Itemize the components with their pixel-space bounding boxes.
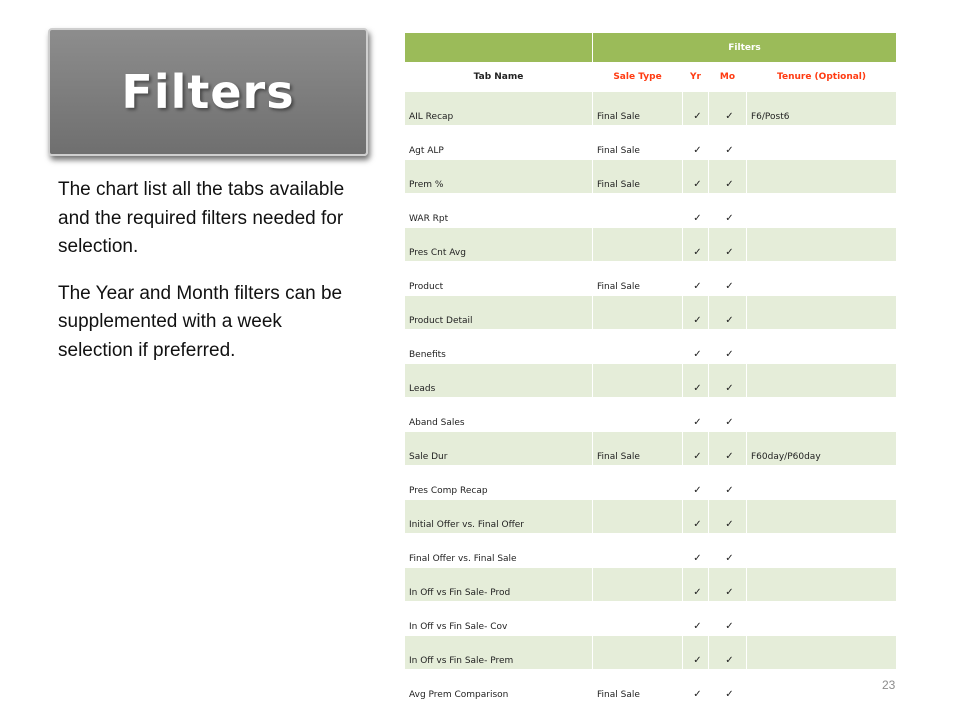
cell-sale-type (593, 364, 683, 398)
column-header-tenure: Tenure (Optional) (747, 63, 897, 92)
cell-yr-check: ✓ (683, 228, 709, 262)
cell-yr-check: ✓ (683, 398, 709, 432)
description-paragraph-2: The Year and Month filters can be supplemented with a week selection if preferred. (58, 282, 343, 361)
cell-yr-check: ✓ (683, 466, 709, 500)
cell-yr-check: ✓ (683, 262, 709, 296)
title-banner (48, 28, 368, 156)
cell-mo-check: ✓ (709, 534, 747, 568)
cell-yr-check: ✓ (683, 330, 709, 364)
cell-tenure (747, 160, 897, 194)
cell-sale-type: Final Sale (593, 126, 683, 160)
column-header-sale-type: Sale Type (593, 63, 683, 92)
column-header-tab-name: Tab Name (405, 63, 593, 92)
cell-yr-check: ✓ (683, 636, 709, 670)
table-row (405, 670, 897, 704)
cell-yr-check: ✓ (683, 92, 709, 126)
table-row (405, 466, 897, 500)
cell-sale-type (593, 568, 683, 602)
cell-tab-name: Sale Dur (405, 432, 593, 466)
cell-sale-type (593, 228, 683, 262)
cell-sale-type: Final Sale (593, 160, 683, 194)
cell-tab-name: AIL Recap (405, 92, 593, 126)
cell-mo-check: ✓ (709, 602, 747, 636)
cell-tenure (747, 466, 897, 500)
cell-tab-name: Final Offer vs. Final Sale (405, 534, 593, 568)
cell-sale-type (593, 330, 683, 364)
cell-sale-type (593, 500, 683, 534)
cell-tenure (747, 228, 897, 262)
cell-yr-check: ✓ (683, 364, 709, 398)
table-row (405, 126, 897, 160)
column-header-yr: Yr (683, 63, 709, 92)
cell-sale-type: Final Sale (593, 670, 683, 704)
group-header-row (405, 33, 897, 63)
cell-sale-type: Final Sale (593, 262, 683, 296)
table-row (405, 92, 897, 126)
cell-mo-check: ✓ (709, 636, 747, 670)
cell-tab-name: In Off vs Fin Sale- Cov (405, 602, 593, 636)
cell-tenure: F60day/P60day (747, 432, 897, 466)
cell-tenure (747, 398, 897, 432)
cell-mo-check: ✓ (709, 228, 747, 262)
table-row (405, 160, 897, 194)
table-row (405, 636, 897, 670)
cell-sale-type (593, 636, 683, 670)
cell-mo-check: ✓ (709, 262, 747, 296)
cell-yr-check: ✓ (683, 534, 709, 568)
table-row (405, 398, 897, 432)
cell-sale-type (593, 534, 683, 568)
cell-tab-name: WAR Rpt (405, 194, 593, 228)
table-row (405, 534, 897, 568)
cell-mo-check: ✓ (709, 92, 747, 126)
cell-sale-type (593, 296, 683, 330)
cell-yr-check: ✓ (683, 126, 709, 160)
cell-yr-check: ✓ (683, 432, 709, 466)
cell-tab-name: Product (405, 262, 593, 296)
cell-sale-type (593, 602, 683, 636)
cell-tenure (747, 194, 897, 228)
table-row (405, 262, 897, 296)
cell-tab-name: Initial Offer vs. Final Offer (405, 500, 593, 534)
cell-sale-type (593, 398, 683, 432)
cell-tab-name: Benefits (405, 330, 593, 364)
cell-mo-check: ✓ (709, 194, 747, 228)
cell-mo-check: ✓ (709, 398, 747, 432)
cell-mo-check: ✓ (709, 432, 747, 466)
cell-tab-name: Prem % (405, 160, 593, 194)
slide-title: Filters (121, 65, 295, 119)
cell-mo-check: ✓ (709, 330, 747, 364)
column-header-mo: Mo (709, 63, 747, 92)
cell-tenure (747, 500, 897, 534)
group-header-filters: Filters (593, 33, 897, 63)
cell-yr-check: ✓ (683, 160, 709, 194)
description-text (58, 176, 358, 383)
cell-tab-name: Pres Comp Recap (405, 466, 593, 500)
cell-tenure (747, 636, 897, 670)
filters-table (404, 32, 897, 704)
table-body (405, 92, 897, 704)
cell-mo-check: ✓ (709, 568, 747, 602)
table-row (405, 500, 897, 534)
cell-mo-check: ✓ (709, 364, 747, 398)
cell-mo-check: ✓ (709, 296, 747, 330)
cell-tenure: F6/Post6 (747, 92, 897, 126)
cell-tenure (747, 568, 897, 602)
page-number: 23 (882, 678, 896, 692)
cell-yr-check: ✓ (683, 194, 709, 228)
cell-tenure (747, 262, 897, 296)
cell-mo-check: ✓ (709, 126, 747, 160)
cell-tenure (747, 602, 897, 636)
cell-tenure (747, 330, 897, 364)
cell-sale-type (593, 194, 683, 228)
cell-mo-check: ✓ (709, 160, 747, 194)
table-row (405, 602, 897, 636)
group-header-blank (405, 33, 593, 63)
cell-tab-name: Agt ALP (405, 126, 593, 160)
cell-tab-name: Avg Prem Comparison (405, 670, 593, 704)
cell-sale-type: Final Sale (593, 92, 683, 126)
cell-tab-name: Pres Cnt Avg (405, 228, 593, 262)
cell-tenure (747, 296, 897, 330)
cell-sale-type: Final Sale (593, 432, 683, 466)
cell-sale-type (593, 466, 683, 500)
cell-tab-name: In Off vs Fin Sale- Prem (405, 636, 593, 670)
table-row (405, 330, 897, 364)
cell-tenure (747, 126, 897, 160)
cell-yr-check: ✓ (683, 602, 709, 636)
cell-tenure (747, 670, 897, 704)
column-header-row (405, 63, 897, 92)
cell-tab-name: In Off vs Fin Sale- Prod (405, 568, 593, 602)
cell-tenure (747, 534, 897, 568)
cell-tenure (747, 364, 897, 398)
table-row (405, 364, 897, 398)
cell-tab-name: Leads (405, 364, 593, 398)
cell-yr-check: ✓ (683, 500, 709, 534)
cell-tab-name: Product Detail (405, 296, 593, 330)
cell-mo-check: ✓ (709, 670, 747, 704)
cell-mo-check: ✓ (709, 500, 747, 534)
table-row (405, 194, 897, 228)
table-row (405, 228, 897, 262)
cell-tab-name: Aband Sales (405, 398, 593, 432)
cell-mo-check: ✓ (709, 466, 747, 500)
cell-yr-check: ✓ (683, 296, 709, 330)
table-row (405, 296, 897, 330)
table-row (405, 568, 897, 602)
table-row (405, 432, 897, 466)
cell-yr-check: ✓ (683, 670, 709, 704)
cell-yr-check: ✓ (683, 568, 709, 602)
description-paragraph-1: The chart list all the tabs available and the required filters needed for selection. (58, 179, 345, 257)
